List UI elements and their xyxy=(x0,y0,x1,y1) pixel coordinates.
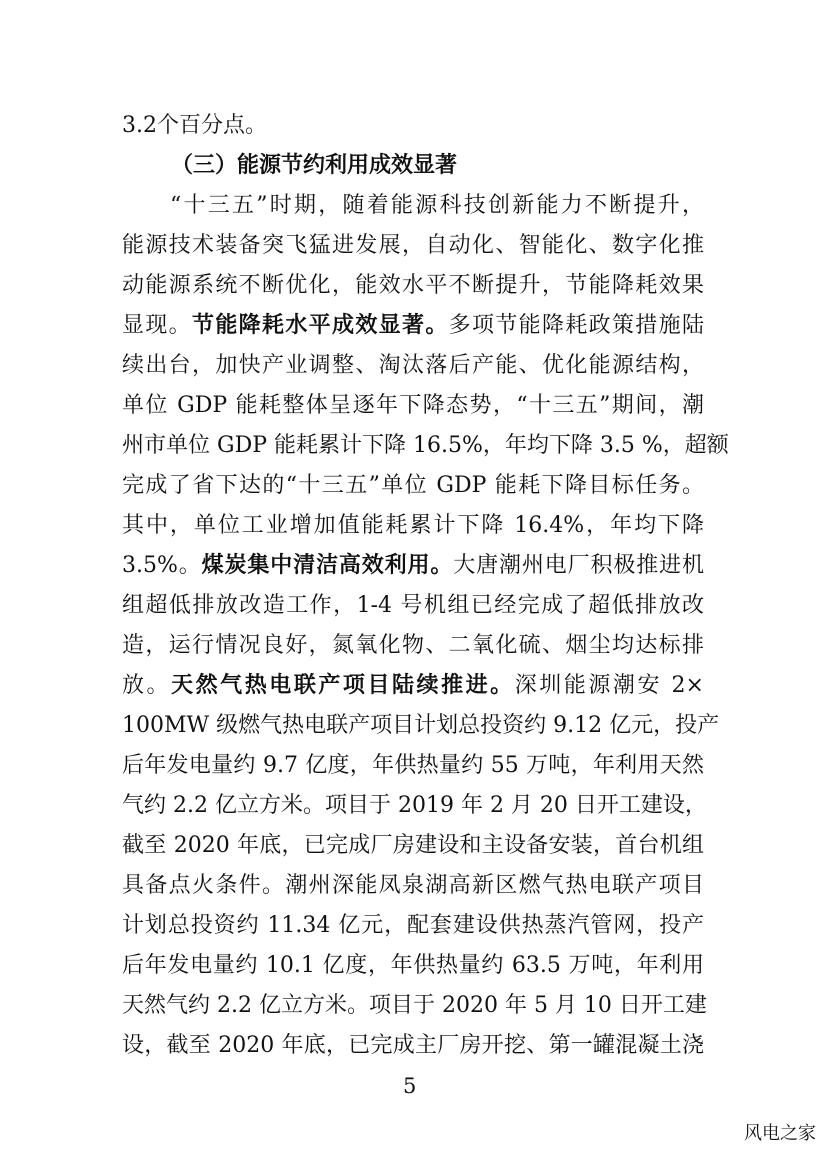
paragraph-line: 其中，单位工业增加值能耗累计下降 16.4%，年均下降 xyxy=(122,513,704,538)
paragraph-line: 能源技术装备突飞猛进发展，自动化、智能化、数字化推 xyxy=(122,233,704,258)
paragraph-line: 具备点火条件。潮州深能凤泉湖高新区燃气热电联产项目 xyxy=(122,873,704,898)
paragraph-line: 显现。节能降耗水平成效显著。多项节能降耗政策措施陆 xyxy=(122,313,704,338)
paragraph-line: 单位 GDP 能耗整体呈逐年下降态势，“十三五”期间，潮 xyxy=(122,393,704,418)
paragraph-line: 3.2个百分点。 xyxy=(122,113,267,138)
paragraph-line: 后年发电量约 10.1 亿度，年供热量约 63.5 万吨，年利用 xyxy=(122,953,704,978)
paragraph-line: 完成了省下达的“十三五”单位 GDP 能耗下降目标任务。 xyxy=(122,473,704,498)
paragraph-line: “十三五”时期，随着能源科技创新能力不断提升， xyxy=(170,193,704,218)
paragraph-line: 造，运行情况良好，氮氧化物、二氧化硫、烟尘均达标排 xyxy=(122,633,704,658)
bold-subheading: 煤炭集中清洁高效利用。 xyxy=(201,553,454,578)
paragraph-line: 天然气约 2.2 亿立方米。项目于 2020 年 5 月 10 日开工建 xyxy=(122,993,707,1018)
paragraph-line: 3.5%。煤炭集中清洁高效利用。大唐潮州电厂积极推进机 xyxy=(122,553,704,578)
section-heading: （三）能源节约利用成效显著 xyxy=(171,153,458,178)
paragraph-line: 放。天然气热电联产项目陆续推进。深圳能源潮安 2× xyxy=(122,673,704,698)
paragraph-line: 后年发电量约 9.7 亿度，年供热量约 55 万吨，年利用天然 xyxy=(122,753,704,778)
paragraph-line: 计划总投资约 11.34 亿元，配套建设供热蒸汽管网，投产 xyxy=(122,913,704,938)
paragraph-line: 续出台，加快产业调整、淘汰落后产能、优化能源结构， xyxy=(122,353,704,378)
paragraph-line: 100MW 级燃气热电联产项目计划总投资约 9.12 亿元，投产 xyxy=(122,713,720,738)
paragraph-line: 动能源系统不断优化，能效水平不断提升，节能降耗效果 xyxy=(122,273,704,298)
paragraph-line: 组超低排放改造工作，1-4 号机组已经完成了超低排放改 xyxy=(122,593,704,618)
paragraph-line: 州市单位 GDP 能耗累计下降 16.5%，年均下降 3.5 %，超额 xyxy=(122,433,729,458)
bold-subheading: 天然气热电联产项目陆续推进。 xyxy=(171,673,515,698)
watermark-text: 风电之家 xyxy=(744,1123,816,1144)
paragraph-line: 设，截至 2020 年底，已完成主厂房开挖、第一罐混凝土浇 xyxy=(122,1033,704,1058)
paragraph-line: 截至 2020 年底，已完成厂房建设和主设备安装，首台机组 xyxy=(122,833,704,858)
bold-subheading: 节能降耗水平成效显著。 xyxy=(192,313,449,338)
paragraph-line: 气约 2.2 亿立方米。项目于 2019 年 2 月 20 日开工建设， xyxy=(122,793,707,818)
page-number: 5 xyxy=(403,1074,417,1098)
